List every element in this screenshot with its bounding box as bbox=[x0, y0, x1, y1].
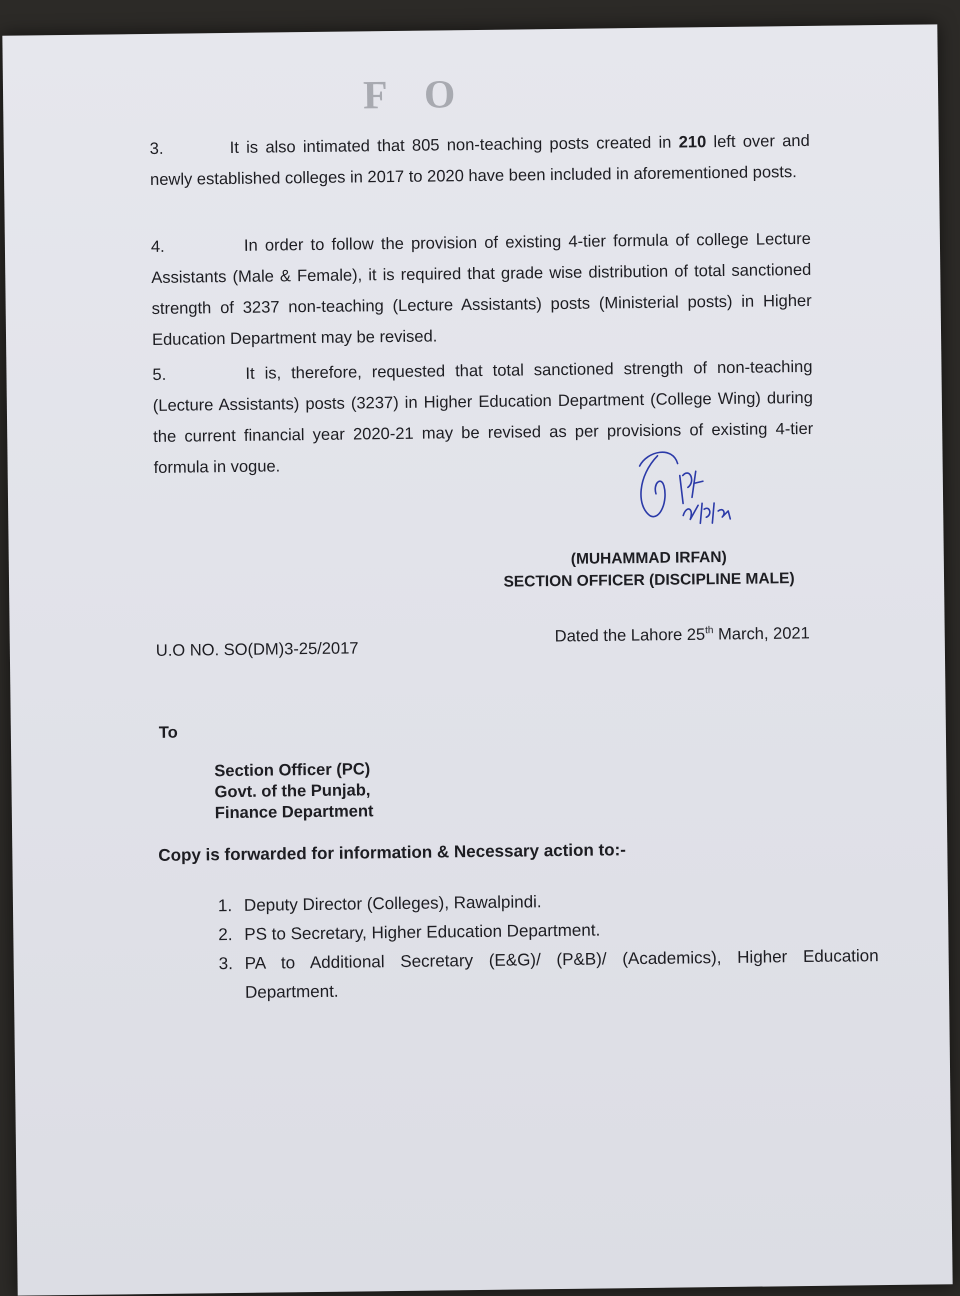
list-item-number: 2. bbox=[218, 925, 233, 945]
handwritten-signature bbox=[627, 445, 758, 547]
to-label: To bbox=[158, 723, 178, 742]
paragraph-number: 4. bbox=[150, 237, 165, 256]
list-item-text: PA to Additional Secretary (E&G)/ (P&B)/ (Academics), Higher Education Department. bbox=[244, 946, 879, 1002]
list-item-text: Deputy Director (Colleges), Rawalpindi. bbox=[243, 892, 542, 915]
paragraph-bold-number: 210 bbox=[678, 133, 707, 152]
list-item bbox=[219, 941, 880, 1007]
paragraph-text: In order to follow the provision of existing 4-tier formula of college Lecture Assistants (Male & Female), it is required that grade wise distribution of total sanctioned strength of 3237 non-teaching (Lecture Assistants) posts (Ministerial posts) in Higher Education Department may be revised. bbox=[151, 229, 812, 349]
paragraph-text-continued: left over and newly established colleges in 2017 to 2020 have been included in aforementioned posts. bbox=[150, 131, 810, 189]
paragraph-number: 5. bbox=[152, 365, 167, 384]
list-item-text: PS to Secretary, Higher Education Department. bbox=[244, 920, 601, 944]
addressee-line: Govt. of the Punjab, bbox=[214, 781, 371, 802]
paragraph-3 bbox=[150, 126, 811, 196]
paragraph-4 bbox=[151, 224, 812, 356]
dated-prefix: Dated the Lahore 25 bbox=[554, 625, 706, 646]
dated-rest: March, 2021 bbox=[713, 624, 810, 644]
copy-forwarded-heading: Copy is forwarded for information & Necessary action to:- bbox=[158, 840, 627, 865]
addressee-line: Section Officer (PC) bbox=[214, 760, 371, 781]
signatory-designation: SECTION OFFICER (DISCIPLINE MALE) bbox=[503, 570, 795, 591]
copy-list bbox=[218, 883, 879, 1007]
addressee-block bbox=[214, 759, 373, 824]
paragraph-text: It is, therefore, requested that total sanctioned strength of non-teaching (Lecture Assistants) posts (3237) in Higher Education Department (College Wing) during the current financial year 2020-21 may be revised as per provisions of existing 4-tier formula in vogue. bbox=[152, 357, 814, 477]
paragraph-number: 3. bbox=[149, 139, 164, 158]
list-item-number: 1. bbox=[217, 896, 233, 916]
bleed-through-marks: F O bbox=[362, 71, 470, 118]
paragraph-text: It is also intimated that 805 non-teaching posts created in bbox=[229, 133, 679, 157]
signatory-name: (MUHAMMAD IRFAN) bbox=[570, 548, 727, 568]
signatory-block bbox=[479, 546, 820, 594]
dated-superscript: th bbox=[705, 625, 714, 637]
document-page bbox=[2, 24, 952, 1295]
dated-line bbox=[555, 624, 810, 647]
addressee-line: Finance Department bbox=[214, 802, 374, 823]
list-item-number: 3. bbox=[218, 954, 233, 974]
uo-number: U.O NO. SO(DM)3-25/2017 bbox=[155, 639, 359, 660]
